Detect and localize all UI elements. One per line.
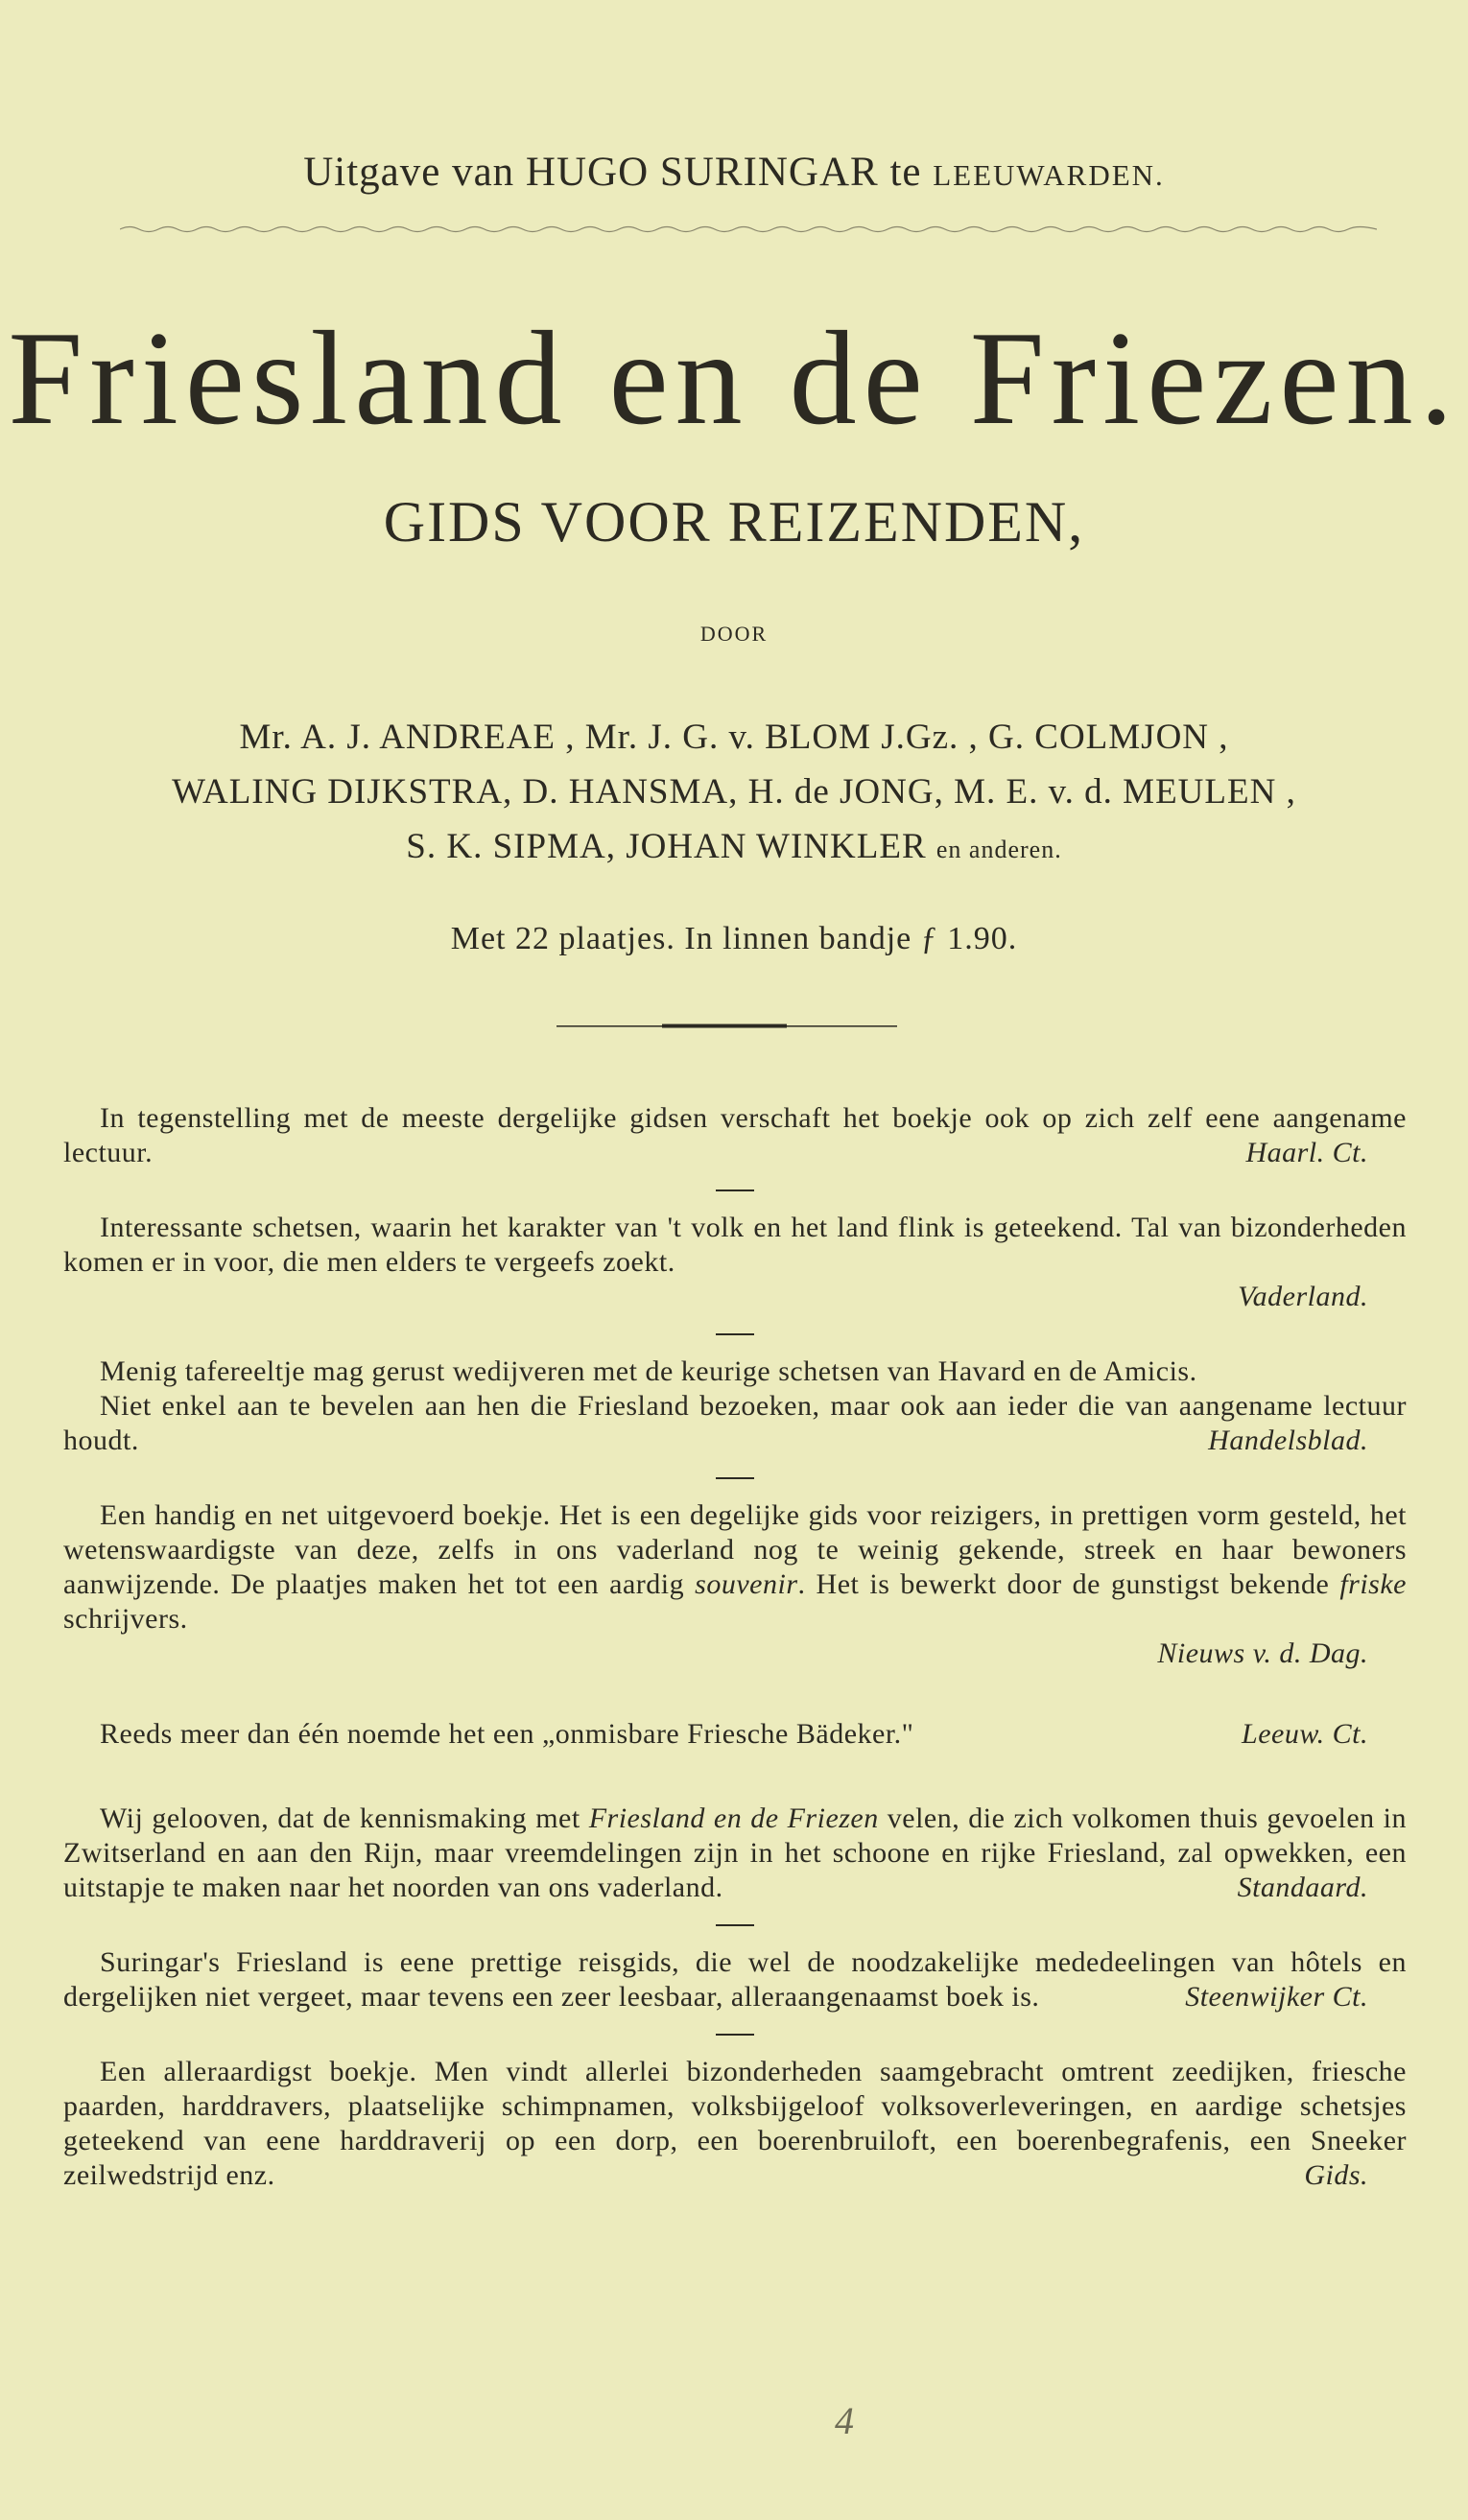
review-source: Steenwijker Ct. (1185, 1981, 1368, 2013)
review-text: In tegenstelling met de meeste dergelijke gidsen verschaft het boekje ook op zich zelf eene aangename lectuur. (63, 1102, 1407, 1168)
author-line-3-others: en anderen. (935, 836, 1062, 863)
author-line-3-names: S. K. SIPMA, JOHAN WINKLER (406, 827, 936, 866)
wavy-rule (120, 223, 1377, 236)
review-leeuw-ct (63, 1717, 1407, 1752)
review-source: Haarl. Ct. (1245, 1137, 1368, 1168)
review-vaderland (63, 1211, 1407, 1314)
review-text (63, 1498, 1407, 1637)
review-nieuws-v-d-dag (63, 1498, 1407, 1671)
review-text-part: velen, die zich volkomen thuis gevoelen in Zwitserland en aan den Rijn, maar vreemdelingen zijn in het schoone en rijke Friesland, zal opwekken, een uitstapje te maken naar het noorden van ons vaderland. (63, 1802, 1408, 1903)
review-source: Leeuw. Ct. (1242, 1718, 1368, 1750)
review-text: Suringar's Friesland is eene prettige reisgids, die wel de noodzakelijke mededeelingen van hôtels en dergelijken niet vergeet, maar tevens een zeer leesbaar, alleraangenaamst boek is. (63, 1946, 1407, 2013)
review-separator (716, 2034, 754, 2036)
review-source: Gids. (1304, 2159, 1368, 2191)
review-handelsblad (63, 1354, 1407, 1458)
review-haarl-ct (63, 1101, 1407, 1170)
author-line-2: WALING DIJKSTRA, D. HANSMA, H. de JONG, M. E. v. d. MEULEN , (172, 772, 1296, 812)
publisher-city: LEEUWARDEN. (933, 158, 1165, 192)
review-standaard (63, 1802, 1407, 1905)
page-mark: 4 (835, 2399, 854, 2442)
review-emphasis: friske (1339, 1568, 1407, 1600)
review-source: Nieuws v. d. Dag. (1157, 1637, 1368, 1669)
book-title: Friesland en de Friezen. (8, 304, 1460, 453)
review-emphasis: souvenir (695, 1568, 798, 1600)
review-text: Een alleraardigst boekje. Men vindt allerlei bizonderheden saamgebracht omtrent zeedijken, friesche paarden, harddravers, plaatselijke schimpnamen, volksbijgeloof volksoverleveringen, en aardige schetsjes geteekend van eene harddraverij op een dorp, een boerenbruiloft, een boerenbegrafenis, een Sneeker zeilwedstrijd enz. (63, 2056, 1407, 2191)
review-source: Vaderland. (1238, 1281, 1368, 1312)
review-text-part: Een handig en net uitgevoerd boekje. Het is een degelijke gids voor reizigers, in prettigen vorm gesteld, het wetenswaardigste van deze, zelfs in ons vaderland nog te weinig gekende, streek en haar bewoners aanwijzende. De plaatjes maken het tot een aardig (63, 1499, 1407, 1600)
review-separator (716, 1477, 754, 1479)
author-line-3 (38, 819, 1430, 877)
author-list (38, 710, 1430, 877)
review-text-part: Wij gelooven, dat de kennismaking met (100, 1802, 589, 1834)
review-text-part: schrijvers. (63, 1603, 188, 1635)
review-source: Handelsblad. (1208, 1425, 1368, 1456)
section-divider (556, 1024, 897, 1028)
review-text: Interessante schetsen, waarin het karakter van 't volk en het land flink is geteekend. Tal van bizonderheden komen er in voor, die men elders te vergeefs zoekt. (63, 1212, 1407, 1278)
review-text-part: . Het is bewerkt door de gunstigst bekende (797, 1568, 1340, 1600)
reviews-section (63, 1101, 1407, 2193)
review-text: Menig tafereeltje mag gerust wedijveren met de keurige schetsen van Havard en de Amicis. (100, 1355, 1197, 1387)
by-label: DOOR (699, 622, 769, 646)
review-separator (716, 1189, 754, 1191)
publisher-line (0, 149, 1468, 196)
review-separator (716, 1924, 754, 1926)
review-separator (716, 1333, 754, 1335)
book-subtitle: GIDS VOOR REIZENDEN, (383, 490, 1085, 553)
review-text-2: Niet enkel aan te bevelen aan hen die Friesland bezoeken, maar ook aan ieder die van aangename lectuur houdt. (63, 1390, 1407, 1456)
review-emphasis: Friesland en de Friezen (588, 1802, 879, 1834)
review-source: Standaard. (1237, 1872, 1368, 1903)
review-steenwijker-ct (63, 1945, 1407, 2014)
review-gids (63, 2055, 1407, 2193)
review-text: Reeds meer dan één noemde het een „onmisbare Friesche Bädeker." (100, 1718, 914, 1750)
author-line-1: Mr. A. J. ANDREAE , Mr. J. G. v. BLOM J.Gz. , G. COLMJON , (239, 718, 1229, 757)
publisher-prefix: Uitgave van HUGO SURINGAR te (303, 150, 934, 195)
price-line: Met 22 plaatjes. In linnen bandje ƒ 1.90. (450, 921, 1018, 956)
